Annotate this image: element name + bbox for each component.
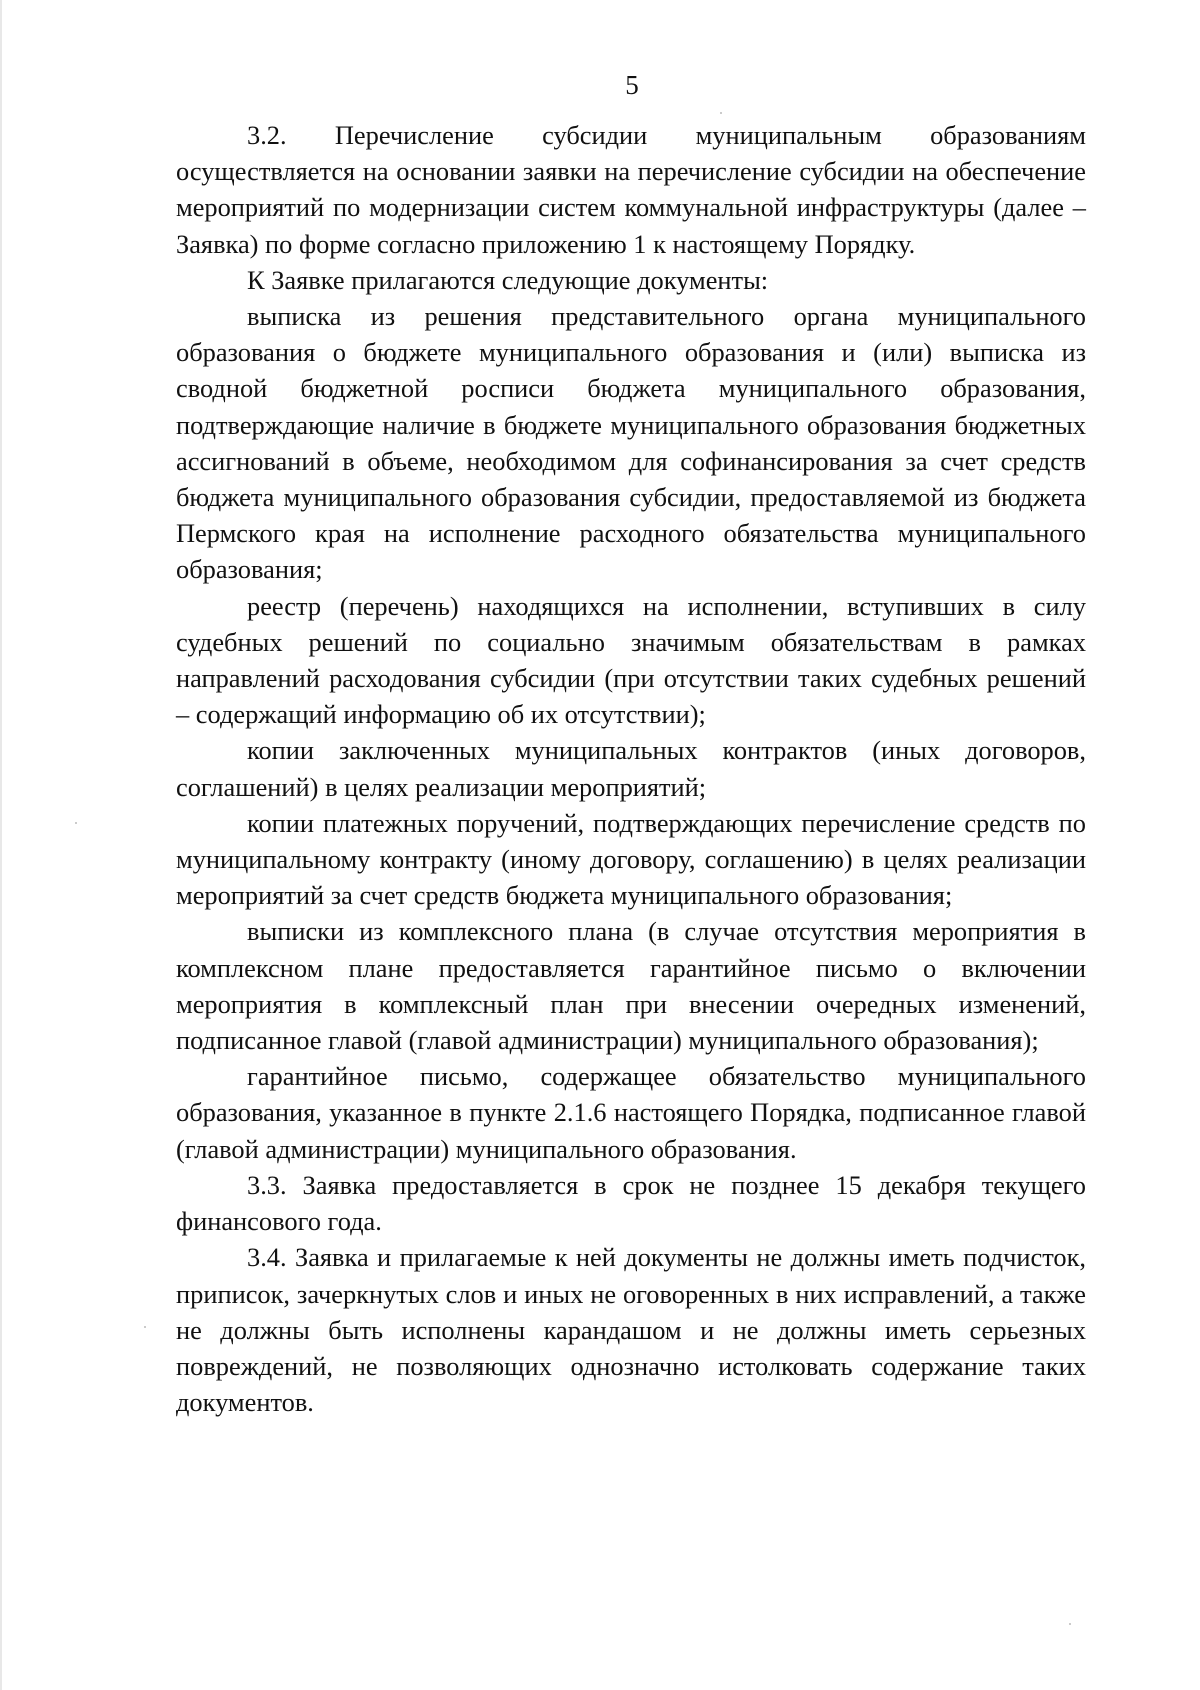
scan-speck: [144, 1326, 146, 1328]
paragraph-3-2: 3.2. Перечисление субсидии муниципальным образованиям осуществляется на основании заявки на перечисление субсидии на обеспечение мероприятий по модернизации систем коммунальной инфраструктуры (далее – Заявка) по форме согласно приложению 1 к настоящему Порядку.: [176, 120, 1086, 259]
scan-speck: [1069, 1623, 1071, 1625]
paragraph-attachments-intro: К Заявке прилагаются следующие документы:: [247, 264, 769, 295]
document-body: [176, 117, 1086, 1420]
scan-speck: [720, 112, 722, 114]
paragraph-budget-extract: выписка из решения представительного органа муниципального образования о бюджете муниципального образования и (или) выписка из сводной бюджетной росписи бюджета муниципального образования, подтверждающие наличие в бюджете муниципального образования бюджетных ассигнований в объеме, необходимом для софинансирования за счет средств бюджета муниципального образования субсидии, предоставляемой из бюджета Пермского края на исполнение расходного обязательства муниципального образования;: [176, 301, 1086, 585]
scan-speck: [75, 822, 77, 824]
paragraph-plan-extracts: выписки из комплексного плана (в случае отсутствия мероприятия в комплексном плане предоставляется гарантийное письмо о включении мероприятия в комплексный план при внесении очередных изменений, подписанное главой (главой администрации) муниципального образования);: [176, 916, 1086, 1056]
page-number: 5: [625, 70, 639, 100]
paragraph-3-3: 3.3. Заявка предоставляется в срок не позднее 15 декабря текущего финансового года.: [176, 1169, 1086, 1237]
paragraph-payment-orders: копии платежных поручений, подтверждающих перечисление средств по муниципальному контракту (иному договору, соглашению) в целях реализации мероприятий за счет средств бюджета муниципального образования;: [176, 807, 1086, 911]
paragraph-court-registry: реестр (перечень) находящихся на исполнении, вступивших в силу судебных решений по социально значимым обязательствам в рамках направлений расходования субсидии (при отсутствии таких судебных решений – содержащий информацию об их отсутствии);: [176, 590, 1086, 730]
paragraph-guarantee-letter: гарантийное письмо, содержащее обязательство муниципального образования, указанное в пункте 2.1.6 настоящего Порядка, подписанное главой (главой администрации) муниципального образования.: [176, 1061, 1086, 1164]
paragraph-contract-copies: копии заключенных муниципальных контрактов (иных договоров, соглашений) в целях реализации мероприятий;: [176, 735, 1086, 802]
paragraph-3-4: 3.4. Заявка и прилагаемые к ней документы не должны иметь подчисток, приписок, зачеркнутых слов и иных не оговоренных в них исправлений, а также не должны быть исполнены карандашом и не должны иметь серьезных повреждений, не позволяющих однозначно истолковать содержание таких документов.: [176, 1242, 1086, 1418]
